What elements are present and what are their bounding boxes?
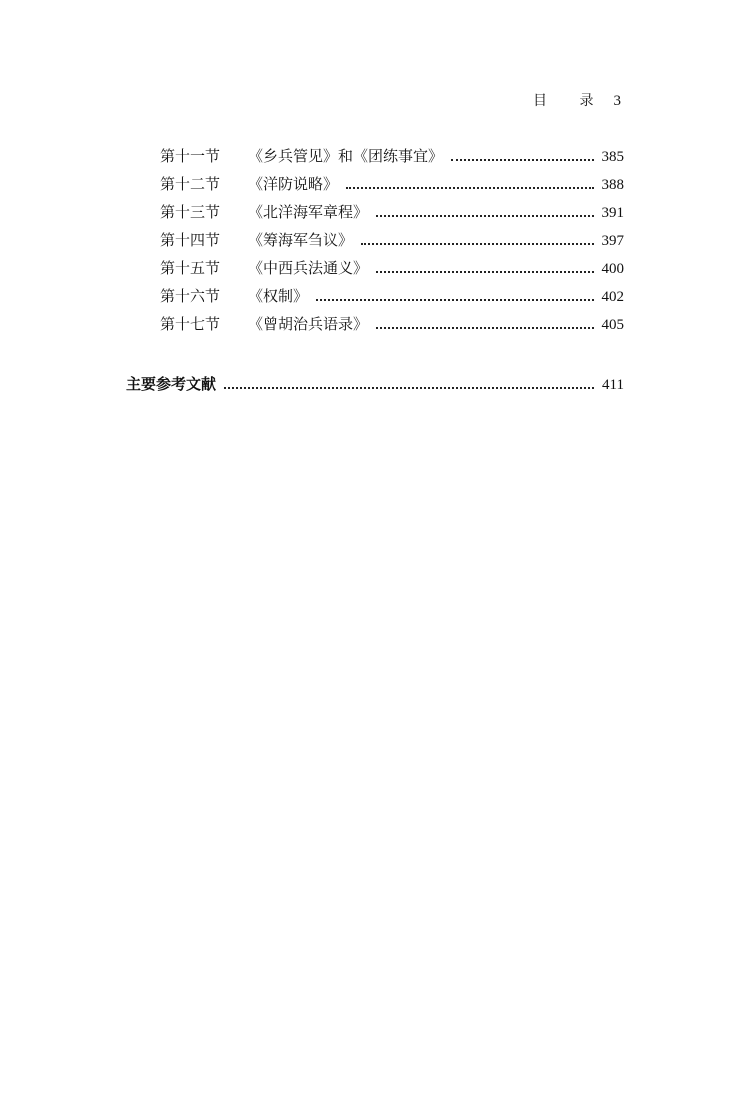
section-page-number: 388 [601,177,624,193]
section-page-number: 405 [601,317,624,333]
toc-entry-section-12[interactable] [160,173,624,201]
dot-leader [316,299,593,301]
section-page-number: 385 [601,149,624,165]
section-title: 《乡兵管见》和《团练事宜》 [248,147,444,165]
dot-leader [224,387,594,389]
section-label: 第十四节 [160,231,221,249]
toc-entry-section-13[interactable] [160,201,624,229]
section-title: 《曾胡治兵语录》 [248,315,369,333]
dot-leader [346,187,593,189]
dot-leader [451,159,593,161]
section-title: 《筹海军刍议》 [248,231,354,249]
section-label: 第十二节 [160,175,221,193]
running-header-title: 目 录 [533,93,608,109]
section-label: 第十一节 [160,147,221,165]
toc-entry-section-16[interactable] [160,285,624,313]
toc-entry-references[interactable] [126,373,624,401]
dot-leader [361,243,593,245]
section-label: 第十三节 [160,203,221,221]
section-title: 《中西兵法通义》 [248,259,369,277]
toc-entry-section-11[interactable] [160,145,624,173]
section-label: 第十五节 [160,259,221,277]
section-page-number: 391 [601,205,624,221]
section-page-number: 402 [601,289,624,305]
section-label: 第十七节 [160,315,221,333]
section-title: 《权制》 [248,287,309,305]
section-page-number: 400 [601,261,624,277]
toc-entry-section-14[interactable] [160,229,624,257]
toc-entry-section-15[interactable] [160,257,624,285]
section-title: 《北洋海军章程》 [248,203,369,221]
section-title: 《洋防说略》 [248,175,339,193]
toc-entry-section-17[interactable] [160,313,624,341]
toc-references [126,373,624,401]
dot-leader [376,271,593,273]
dot-leader [376,327,593,329]
section-label: 第十六节 [160,287,221,305]
running-header [533,90,622,110]
toc-section-list [160,145,624,341]
references-title: 主要参考文献 [126,375,217,393]
dot-leader [376,215,593,217]
running-header-page-number: 3 [613,93,622,109]
section-page-number: 397 [601,233,624,249]
references-page-number: 411 [602,377,624,393]
